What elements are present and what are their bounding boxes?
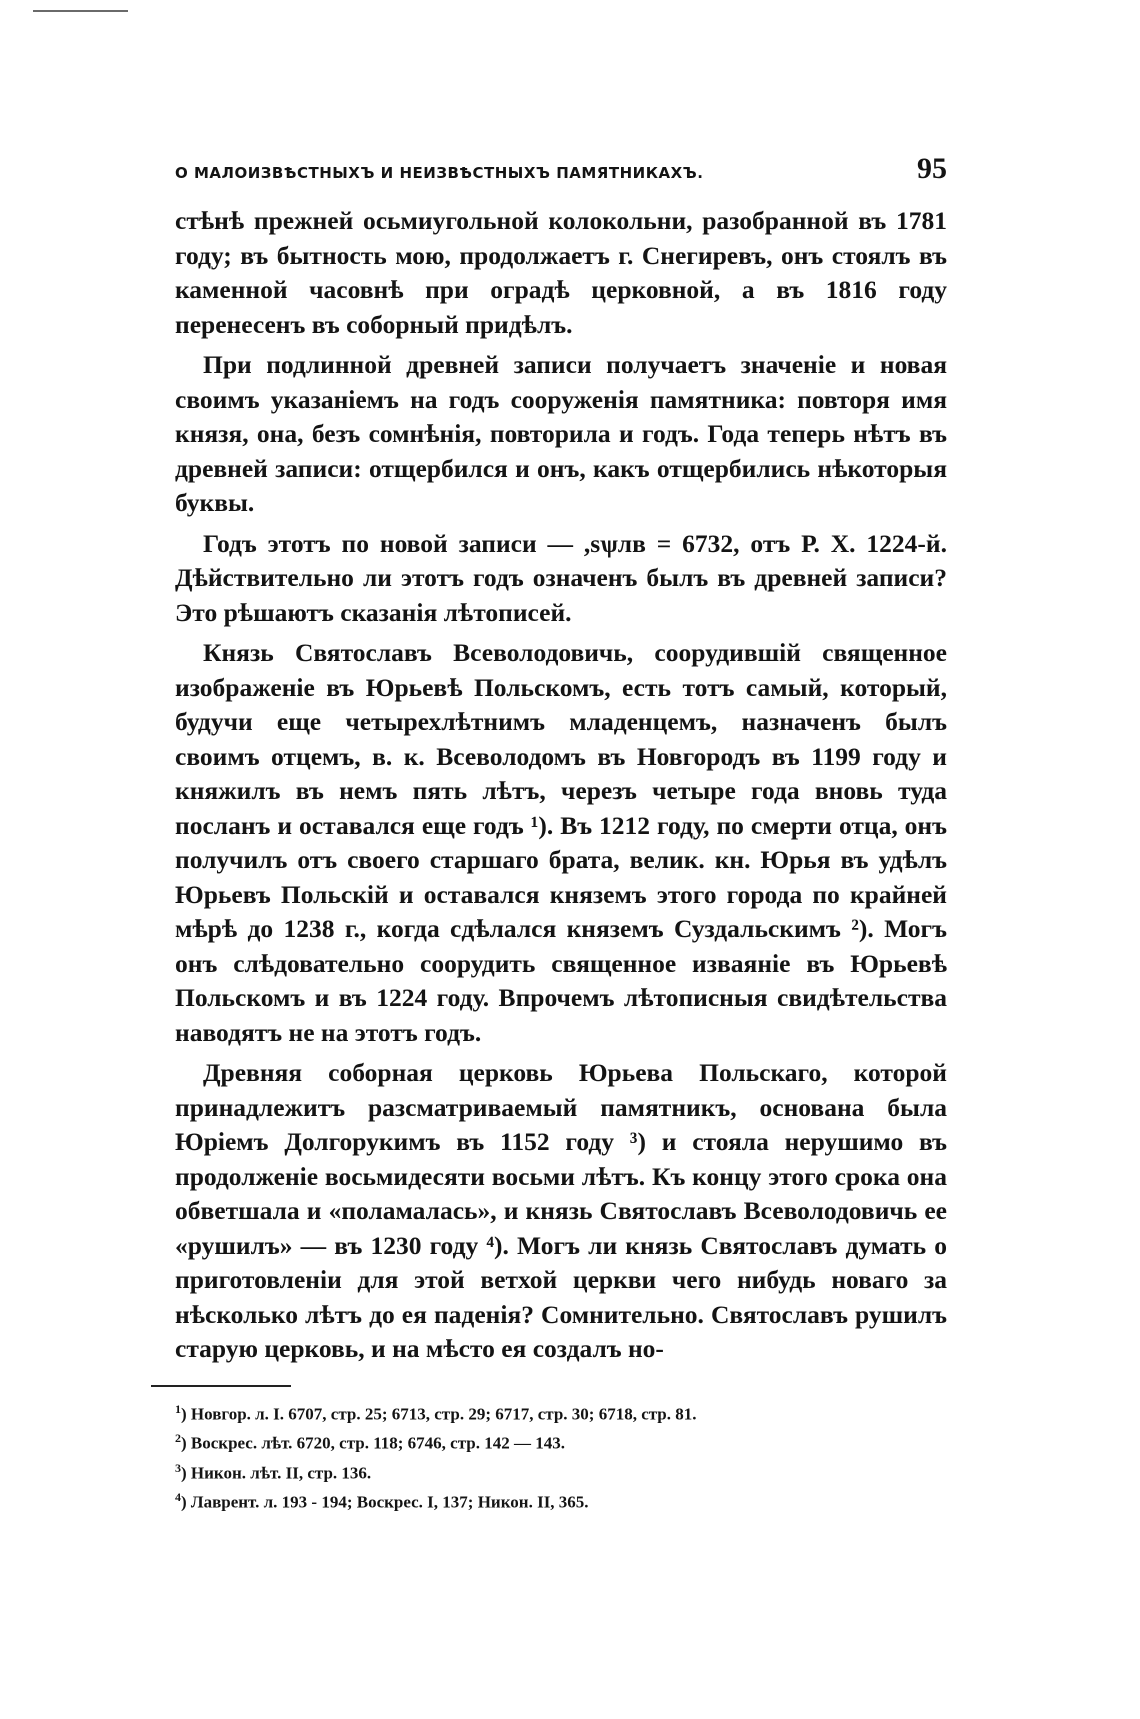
footnote — [175, 1397, 947, 1427]
book-page — [175, 152, 947, 1515]
paragraph: Князь Святославъ Всеволодовичь, соорудившій священное изображеніе въ Юрьевѣ Польскомъ, есть тотъ самый, который, будучи еще четырехлѣтнимъ младенцемъ, назначенъ былъ своимъ отцемъ, в. к. Всеволодомъ въ Новгородъ въ 1199 году и княжилъ въ немъ пять лѣтъ, черезъ четыре года вновь туда посланъ и оставался еще годъ ¹). Въ 1212 году, по смерти отца, онъ получилъ отъ своего старшаго брата, велик. кн. Юрья въ удѣлъ Юрьевъ Польскій и оставался княземъ этого города по крайней мѣрѣ до 1238 г., когда сдѣлался княземъ Суздальскимъ ²). Могъ онъ слѣдовательно соорудить священное изваяніе въ Юрьевѣ Польскомъ и въ 1224 году. Впрочемъ лѣтописныя свидѣтельства наводятъ не на этотъ годъ. — [175, 638, 947, 1047]
footnote-separator — [151, 1385, 291, 1387]
paragraph: При подлинной древней записи получаетъ значеніе и новая своимъ указаніемъ на годъ сооруженія памятника: повторя имя князя, она, безъ сомнѣнія, повторила и годъ. Года теперь нѣтъ въ древней записи: отщербился и онъ, какъ отщербились нѣкоторыя буквы. — [175, 350, 947, 517]
paragraph-continuation: стѣнѣ прежней осьмиугольной колокольни, разобранной въ 1781 году; въ бытность мою, продолжаетъ г. Снегиревъ, онъ стоялъ въ каменной часовнѣ при оградѣ церковной, а въ 1816 году перенесенъ въ соборный придѣлъ. — [175, 206, 947, 339]
footnote-mark: 1 — [175, 1401, 181, 1416]
footnotes — [175, 1397, 947, 1516]
footnote-mark: 3 — [175, 1460, 181, 1475]
footnote-text: ) Лаврент. л. 193 - 194; Воскрес. I, 137; Никон. II, 365. — [181, 1493, 589, 1513]
paragraph: Годъ этотъ по новой записи — ,ѕѱлв = 6732, отъ Р. Х. 1224-й. Дѣйствительно ли этотъ годъ означенъ былъ въ древней записи? Это рѣшаютъ сказанія лѣтописей. — [175, 528, 947, 627]
footnote — [175, 1485, 947, 1515]
footnote-mark: 4 — [175, 1490, 181, 1505]
paragraph: Древняя соборная церковь Юрьева Польскаго, которой принадлежитъ разсматриваемый памятникъ, основана была Юріемъ Долгорукимъ въ 1152 году ³) и стояла нерушимо въ продолженіе восьмидесяти восьми лѣтъ. Къ концу этого срока она обветшала и «поламалась», и князь Святославъ Всеволодовичь ее «рушилъ» — въ 1230 году ⁴). Могъ ли князь Святославъ думать о приготовленіи для этой ветхой церкви чего нибудь новаго за нѣсколько лѣтъ до ея паденія? Сомнительно. Святославъ рушилъ старую церковь, и на мѣсто ея создалъ но- — [175, 1058, 947, 1363]
footnote-text: ) Новгор. л. I. 6707, стр. 25; 6713, стр. 29; 6717, стр. 30; 6718, стр. 81. — [181, 1404, 697, 1424]
footnote-text: ) Никон. лѣт. II, стр. 136. — [181, 1463, 372, 1483]
top-edge-rule — [33, 10, 128, 12]
page-header — [175, 152, 947, 186]
footnote-text: ) Воскрес. лѣт. 6720, стр. 118; 6746, стр. 142 — 143. — [181, 1433, 565, 1453]
running-title: О МАЛОИЗВѢСТНЫХЪ И НЕИЗВѢСТНЫХЪ ПАМЯТНИКАХЪ. — [175, 164, 704, 182]
body-text — [175, 204, 947, 1367]
footnote — [175, 1456, 947, 1486]
footnote-mark: 2 — [175, 1431, 181, 1446]
page-number: 95 — [917, 152, 947, 185]
footnote — [175, 1426, 947, 1456]
